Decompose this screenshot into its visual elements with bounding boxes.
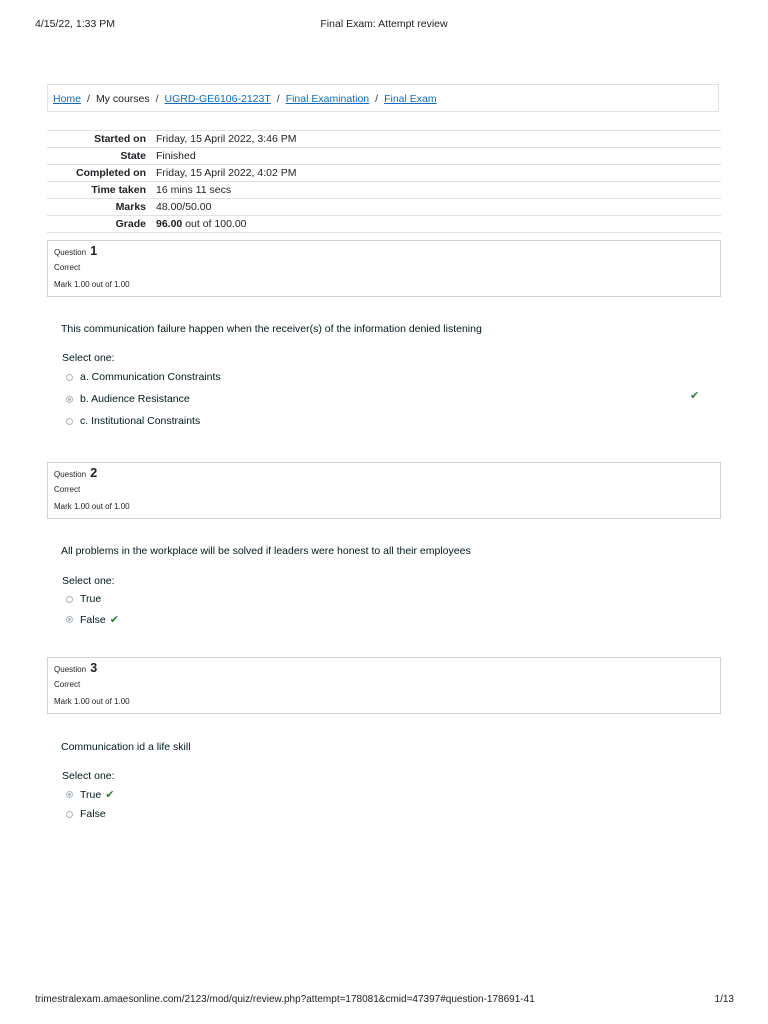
print-url: trimestralexam.amaesonline.com/2123/mod/quiz/review.php?attempt=178081&cmid=47397#question-178691-41 xyxy=(35,994,535,1005)
print-title: Final Exam: Attempt review xyxy=(320,18,448,30)
breadcrumb xyxy=(47,84,719,112)
question-number xyxy=(54,661,97,675)
summary-value: 48.00/50.00 xyxy=(156,199,721,216)
answer-option-b[interactable] xyxy=(66,393,190,405)
grade-value: 96.00 xyxy=(156,218,183,230)
answer-label: a. Communication Constraints xyxy=(80,371,221,383)
question-state: Correct xyxy=(54,680,81,689)
answer-label: True xyxy=(80,593,102,605)
breadcrumb-page-link[interactable]: Final Exam xyxy=(384,93,437,105)
answer-label: True xyxy=(80,788,102,801)
question-number-value: 3 xyxy=(90,661,98,675)
radio-button[interactable] xyxy=(66,418,73,425)
question-text: All problems in the workplace will be solved if leaders were honest to all their employees xyxy=(61,545,471,557)
radio-button-selected[interactable] xyxy=(66,791,73,798)
question-state: Correct xyxy=(54,485,81,494)
print-date: 4/15/22, 1:33 PM xyxy=(35,18,115,30)
summary-value: 16 mins 11 secs xyxy=(156,182,721,199)
select-one-prompt: Select one: xyxy=(62,770,115,782)
breadcrumb-course-link[interactable]: UGRD-GE6106-2123T xyxy=(164,93,271,105)
check-icon: ✔ xyxy=(690,390,700,402)
summary-value: Finished xyxy=(156,148,721,165)
radio-button[interactable] xyxy=(66,374,73,381)
print-footer xyxy=(0,993,768,1007)
summary-label: State xyxy=(47,148,156,165)
answer-option-c[interactable] xyxy=(66,415,200,427)
summary-row-grade xyxy=(47,216,721,233)
page-number: 1/13 xyxy=(714,994,734,1005)
answer-label: c. Institutional Constraints xyxy=(80,415,201,427)
check-icon: ✔ xyxy=(109,614,119,626)
select-one-prompt: Select one: xyxy=(62,352,115,364)
answer-option-true[interactable] xyxy=(66,788,114,801)
question-3-info xyxy=(47,657,721,714)
breadcrumb-separator: / xyxy=(276,93,280,105)
breadcrumb-separator: / xyxy=(87,93,90,105)
question-number xyxy=(54,244,97,258)
question-number-value: 1 xyxy=(90,244,98,258)
answer-option-false[interactable] xyxy=(66,808,106,820)
grade-out-of: out of 100.00 xyxy=(185,218,247,230)
answer-label: b. Audience Resistance xyxy=(80,393,190,405)
summary-value xyxy=(156,216,721,233)
summary-row-completed xyxy=(47,165,721,182)
question-text: Communication id a life skill xyxy=(61,741,191,753)
question-1-info xyxy=(47,240,721,297)
radio-button[interactable] xyxy=(66,596,73,603)
answer-label: False xyxy=(80,613,106,626)
question-state: Correct xyxy=(54,263,81,272)
summary-value: Friday, 15 April 2022, 3:46 PM xyxy=(156,131,721,148)
attempt-summary-table xyxy=(47,130,721,233)
question-number xyxy=(54,466,97,480)
breadcrumb-separator: / xyxy=(375,93,379,105)
radio-button-selected[interactable] xyxy=(66,396,73,403)
summary-label: Grade xyxy=(47,216,156,233)
question-grade: Mark 1.00 out of 1.00 xyxy=(54,697,130,706)
radio-button-selected[interactable] xyxy=(66,616,73,623)
question-number-value: 2 xyxy=(90,466,98,480)
answer-option-true[interactable] xyxy=(66,593,101,605)
question-label: Question xyxy=(54,470,87,479)
breadcrumb-home-link[interactable]: Home xyxy=(53,93,82,105)
breadcrumb-my-courses: My courses xyxy=(95,93,150,105)
question-label: Question xyxy=(54,248,87,257)
answer-option-false[interactable] xyxy=(66,613,119,626)
summary-row-started xyxy=(47,131,721,148)
summary-row-marks xyxy=(47,199,721,216)
answer-option-a[interactable] xyxy=(66,371,221,383)
question-text: This communication failure happen when the receiver(s) of the information denied listening xyxy=(61,323,482,335)
summary-label: Time taken xyxy=(47,182,156,199)
breadcrumb-section-link[interactable]: Final Examination xyxy=(285,93,370,105)
check-icon: ✔ xyxy=(105,789,115,801)
summary-value: Friday, 15 April 2022, 4:02 PM xyxy=(156,165,721,182)
question-grade: Mark 1.00 out of 1.00 xyxy=(54,502,130,511)
breadcrumb-separator: / xyxy=(155,93,159,105)
answer-label: False xyxy=(80,808,106,820)
question-grade: Mark 1.00 out of 1.00 xyxy=(54,280,130,289)
summary-label: Completed on xyxy=(47,165,156,182)
question-2-info xyxy=(47,462,721,519)
summary-label: Started on xyxy=(47,131,156,148)
summary-label: Marks xyxy=(47,199,156,216)
summary-row-time-taken xyxy=(47,182,721,199)
select-one-prompt: Select one: xyxy=(62,575,115,587)
print-header xyxy=(0,16,768,32)
radio-button[interactable] xyxy=(66,811,73,818)
summary-row-state xyxy=(47,148,721,165)
question-label: Question xyxy=(54,665,87,674)
